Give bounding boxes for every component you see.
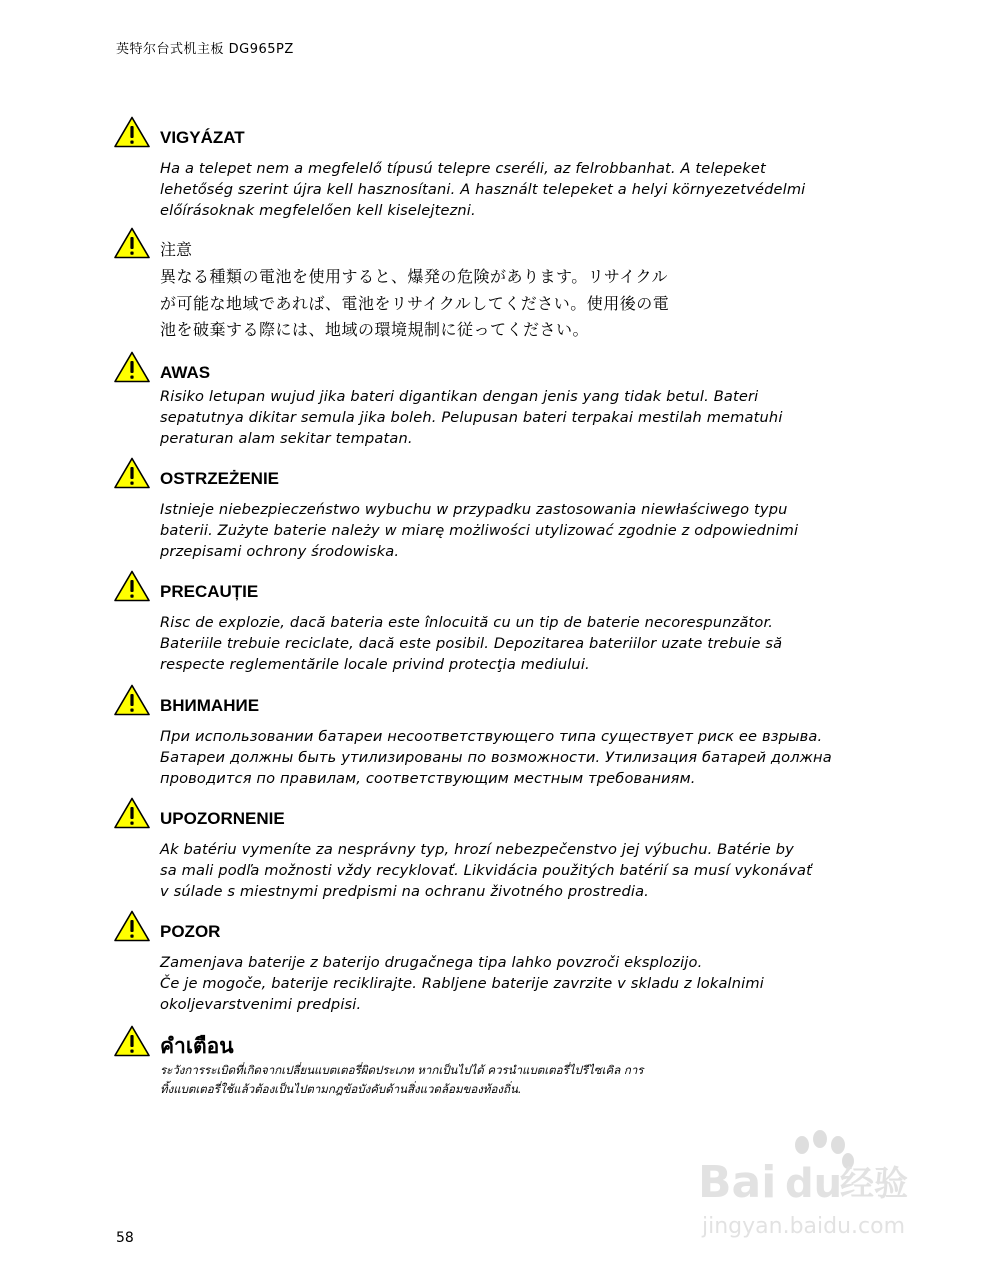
warning-icon (114, 351, 150, 383)
svg-text:jingyan.baidu.com: jingyan.baidu.com (702, 1214, 906, 1239)
warning-text: Ha a telepet nem a megfelelő típusú telepre cseréli, az felrobbanhat. A telepeket lehetőség szerint újra kell hasznosítani. A használt telepeket a helyi környezetvédelmi előírásoknak megfelelően kell kiselejtezni. (160, 160, 806, 219)
warning-text: Istnieje niebezpieczeństwo wybuchu w przypadku zastosowania niewłaściwego typu baterii. Zużyte baterie należy w miarę możliwości utylizować zgodnie z odpowiednimi przepisami ochrony środowiska. (160, 501, 799, 560)
warning-icon (114, 1025, 150, 1057)
warning-icon (114, 116, 150, 148)
warning-text: Risc de explozie, dacă bateria este înlocuită cu un tip de baterie necorespunzător. Bateriile trebuie reciclate, dacă este posibil. Depozitarea bateriilor uzate trebuie să respecte reglementările locale privind protecţia mediului. (160, 614, 783, 673)
warning-text: ระวังการระเบิดที่เกิดจากเปลี่ยนแบตเตอรี่ผิดประเภท หากเป็นไปได้ ควรนำแบตเตอรี่ไปรีไซเคิล การ ทิ้งแบตเตอรี่ใช้แล้วต้องเป็นไปตามกฎข้อบังคับด้านสิ่งแวดล้อมของท้องถิ่น. (160, 1063, 644, 1096)
warning-title: PRECAUȚIE (160, 582, 259, 601)
warning-text: Ak batériu vymeníte za nesprávny typ, hrozí nebezpečenstvo jej výbuchu. Batérie by sa mali podľa možnosti vždy recyklovať. Likvidácia použitých batérií sa musí vykonávať v súlade s miestnymi predpismi na ochranu životného prostredia. (160, 841, 812, 900)
baidu-watermark-logo (690, 1125, 940, 1245)
warning-title: ВНИМАНИЕ (160, 696, 260, 715)
svg-text:经验: 经验 (840, 1164, 908, 1204)
warning-icon (114, 457, 150, 489)
page-number: 58 (116, 1230, 134, 1246)
warning-text: При использовании батареи несоответствующего типа существует риск ее взрыва. Батареи должны быть утилизированы по возможности. Утилизация батарей должна проводится по правилам, соответствующим местным требованиям. (160, 728, 832, 787)
warning-title: UPOZORNENIE (160, 809, 285, 828)
warning-title: VIGYÁZAT (160, 128, 245, 147)
warning-title: AWAS (160, 363, 211, 382)
warning-icon (114, 570, 150, 602)
warning-title: 注意 (160, 240, 193, 259)
warning-title: OSTRZEŻENIE (160, 469, 280, 488)
warning-text: Risiko letupan wujud jika bateri digantikan dengan jenis yang tidak betul. Bateri sepatutnya dikitar semula jika boleh. Pelupusan bateri terpakai mestilah mematuhi peraturan alam sekitar tempatan. (160, 388, 783, 447)
svg-text:du: du (785, 1161, 843, 1207)
warning-text: Zamenjava baterije z baterijo drugačnega tipa lahko povzroči eksplozijo. Če je mogoče, baterije reciklirajte. Rabljene baterije zavrzite v skladu z lokalnimi okoljevarstvenimi predpisi. (160, 954, 764, 1013)
svg-text:Bai: Bai (698, 1157, 777, 1208)
warning-icon (114, 227, 150, 259)
warning-title: POZOR (160, 922, 221, 941)
running-header: 英特尔台式机主板 DG965PZ (116, 42, 294, 57)
warning-title: คำเตือน (160, 1034, 234, 1058)
warning-text: 異なる種類の電池を使用すると、爆発の危険があります。リサイクル が可能な地域であれば、電池をリサイクルしてください。使用後の電 池を破棄する際には、地域の環境規制に従ってください。 (160, 267, 670, 339)
warning-icon (114, 910, 150, 942)
warning-icon (114, 684, 150, 716)
warning-icon (114, 797, 150, 829)
